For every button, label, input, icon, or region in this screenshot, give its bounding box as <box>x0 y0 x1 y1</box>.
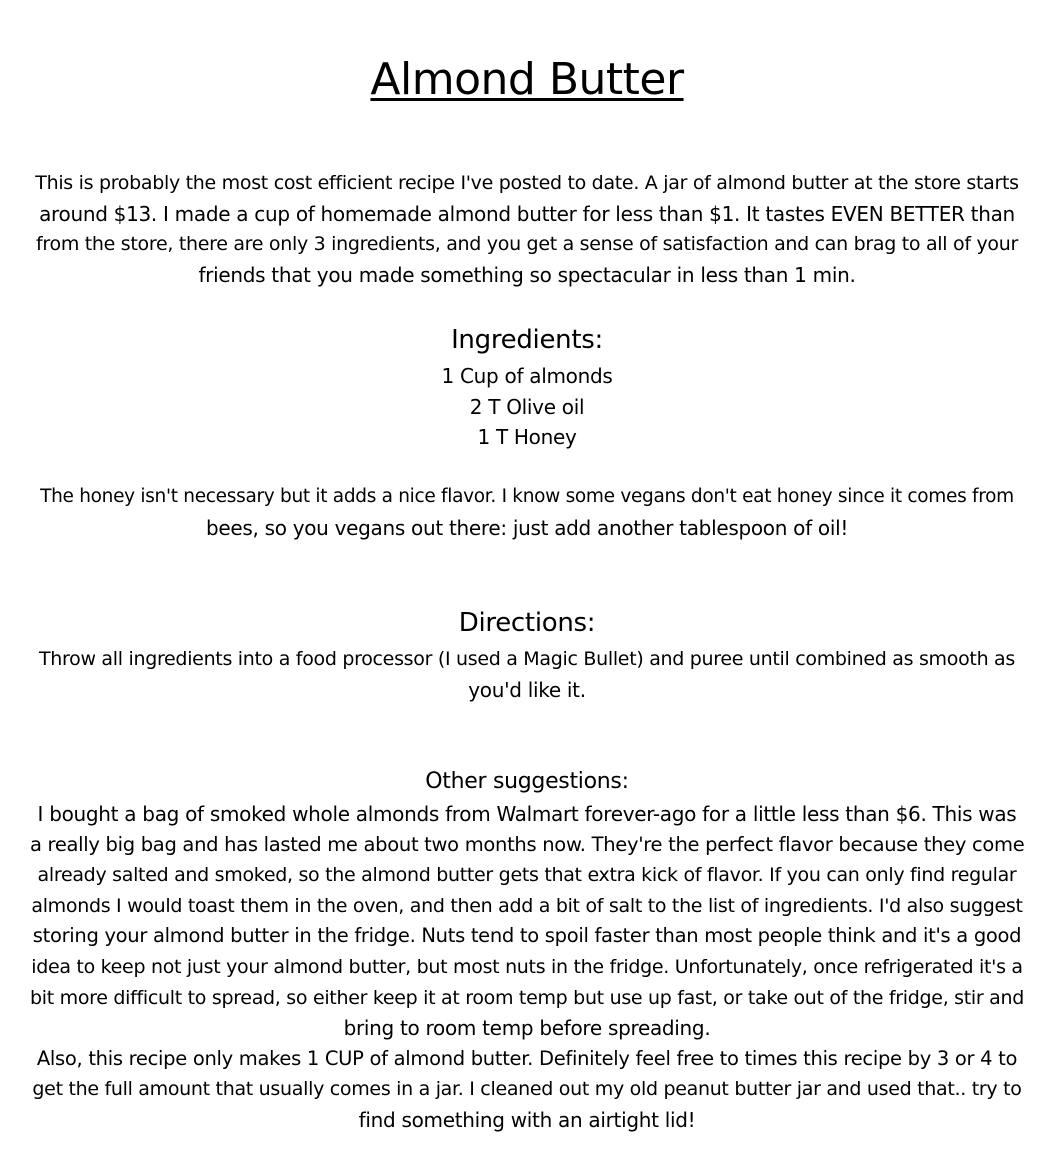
honey-note-paragraph <box>0 482 1054 543</box>
directions-line: you'd like it. <box>468 677 586 702</box>
ingredients-list <box>0 361 1054 453</box>
directions-paragraph <box>0 644 1054 705</box>
suggestions-paragraph <box>0 799 1054 1136</box>
intro-line: friends that you made something so spectacular in less than 1 min. <box>198 262 856 287</box>
honey-note-line: The honey isn't necessary but it adds a nice flavor. I know some vegans don't eat honey since it comes from <box>40 486 1014 507</box>
suggestions-line: get the full amount that usually comes in a jar. I cleaned out my old peanut butter jar and used that.. try to <box>32 1078 1022 1101</box>
intro-line: around $13. I made a cup of homemade almond butter for less than $1. It tastes EVEN BETTER than <box>39 201 1015 226</box>
ingredients-heading: Ingredients: <box>451 325 603 355</box>
intro-paragraph <box>0 168 1054 290</box>
suggestions-heading: Other suggestions: <box>425 769 629 794</box>
suggestions-line: I bought a bag of smoked whole almonds from Walmart forever-ago for a little less than $6. This was <box>37 802 1017 826</box>
suggestions-line: bring to room temp before spreading. <box>343 1016 711 1041</box>
ingredient-item: 1 T Honey <box>477 425 577 450</box>
ingredient-item: 2 T Olive oil <box>469 394 585 419</box>
suggestions-line: already salted and smoked, so the almond butter gets that extra kick of flavor. If you can only find regular <box>37 864 1017 887</box>
suggestions-line: bit more difficult to spread, so either keep it at room temp but use up fast, or take out of the fridge, stir and <box>30 986 1024 1009</box>
suggestions-line: idea to keep not just your almond butter, but most nuts in the fridge. Unfortunately, once refrigerated it's a <box>31 955 1023 978</box>
suggestions-line: find something with an airtight lid! <box>358 1107 696 1132</box>
intro-line: This is probably the most cost efficient recipe I've posted to date. A jar of almond butter at the store starts <box>35 172 1019 194</box>
honey-note-line: bees, so you vegans out there: just add another tablespoon of oil! <box>205 515 849 540</box>
directions-heading: Directions: <box>458 608 596 638</box>
suggestions-line: storing your almond butter in the fridge. Nuts tend to spoil faster than most people think and it's a good <box>32 924 1022 948</box>
suggestions-line: Also, this recipe only makes 1 CUP of almond butter. Definitely feel free to times this recipe by 3 or 4 to <box>36 1046 1018 1070</box>
intro-line: from the store, there are only 3 ingredients, and you get a sense of satisfaction and can brag to all of your <box>36 233 1018 256</box>
suggestions-line: a really big bag and has lasted me about two months now. They're the perfect flavor because they come <box>30 832 1025 856</box>
ingredient-item: 1 Cup of almonds <box>441 364 613 388</box>
suggestions-line: almonds I would toast them in the oven, and then add a bit of salt to the list of ingredients. I'd also suggest <box>31 894 1023 917</box>
directions-line: Throw all ingredients into a food processor (I used a Magic Bullet) and puree until combined as smooth as <box>38 648 1015 670</box>
recipe-title: Almond Butter <box>370 54 684 105</box>
